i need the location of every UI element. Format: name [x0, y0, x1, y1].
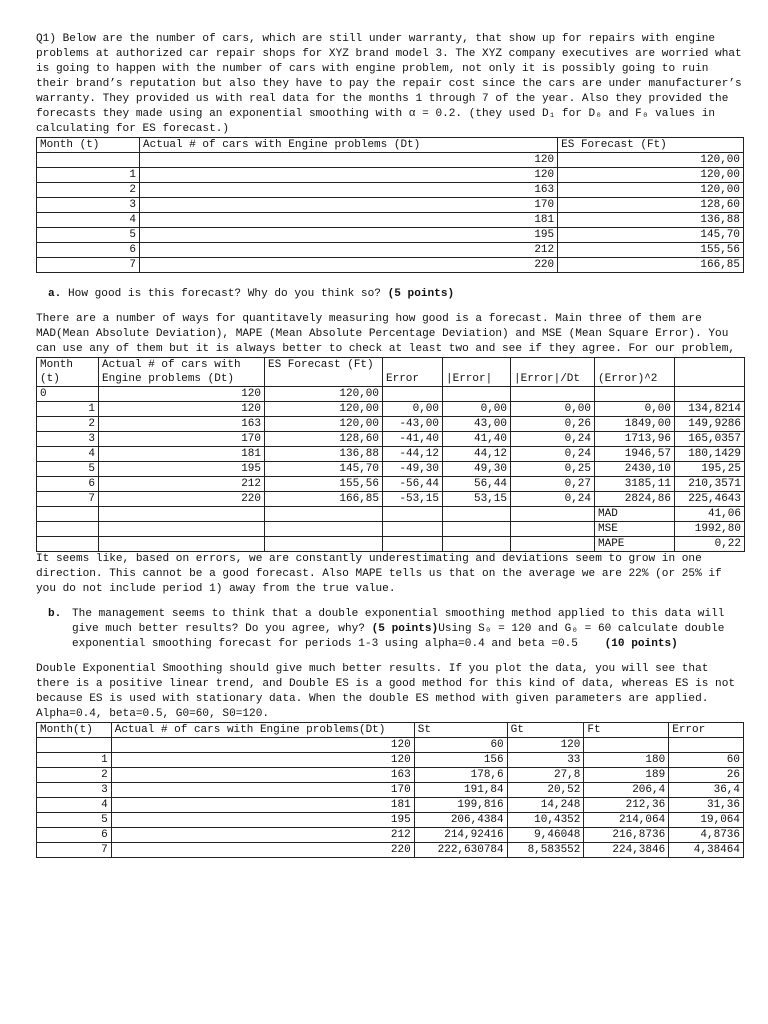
error-analysis-table — [36, 357, 745, 552]
table-cell — [511, 387, 595, 402]
table-row — [37, 153, 744, 168]
table-cell — [37, 153, 140, 168]
table-cell: 180,1429 — [675, 447, 745, 462]
table-cell: 5 — [37, 462, 99, 477]
table-row — [37, 198, 744, 213]
table-cell: 216,8736 — [584, 828, 669, 843]
table-cell: 1 — [37, 168, 140, 183]
empty-cell — [511, 537, 595, 552]
col-header-error: Error — [669, 723, 744, 738]
table-cell: 0,24 — [511, 447, 595, 462]
empty-cell — [99, 507, 265, 522]
table-row — [37, 432, 745, 447]
table-cell: 19,064 — [669, 813, 744, 828]
table-cell — [595, 387, 675, 402]
empty-cell — [443, 522, 511, 537]
table-cell: 212 — [99, 477, 265, 492]
empty-cell — [443, 507, 511, 522]
empty-cell — [265, 537, 383, 552]
summary-row — [37, 507, 745, 522]
table-row — [37, 783, 744, 798]
error-analysis-table-body — [37, 387, 745, 552]
table-row — [37, 387, 745, 402]
table-cell: 120,00 — [558, 168, 744, 183]
table-cell: 2824,86 — [595, 492, 675, 507]
part-a-answer: There are a number of ways for quantitavely measuring how good is a forecast. Main three of them are MAD(Mean Absolute Deviation), MAPE (Mean Absolute Percentage Deviation) and MSE (Mean Square Error). You can use any of them but it is always better to check at least two and see if they agree. For our problem, — [36, 313, 736, 355]
table-cell: 4,38464 — [669, 843, 744, 858]
table-row — [37, 402, 745, 417]
table-cell: 181 — [140, 213, 558, 228]
table-row — [37, 753, 744, 768]
table-cell: 222,630784 — [414, 843, 507, 858]
col-header-abs-error: |Error| — [443, 358, 511, 387]
table-cell: 0,00 — [443, 402, 511, 417]
empty-cell — [443, 537, 511, 552]
table-cell: 6 — [37, 477, 99, 492]
table-cell — [675, 387, 745, 402]
empty-cell — [99, 537, 265, 552]
table-cell: 224,3846 — [584, 843, 669, 858]
table-cell — [669, 738, 744, 753]
col-header-st: St — [414, 723, 507, 738]
empty-cell — [99, 522, 265, 537]
table-cell: 5 — [37, 813, 112, 828]
table-cell: 27,8 — [507, 768, 584, 783]
table-cell: 155,56 — [558, 243, 744, 258]
table-cell: 181 — [99, 447, 265, 462]
table-cell: 120,00 — [265, 417, 383, 432]
table-row — [37, 477, 745, 492]
table-cell: 0,00 — [511, 402, 595, 417]
empty-cell — [383, 537, 443, 552]
summary-value: 0,22 — [675, 537, 745, 552]
table-cell: 120,00 — [265, 387, 383, 402]
table-cell: 0,00 — [383, 402, 443, 417]
col-header-error: Error — [383, 358, 443, 387]
table-cell: 120 — [140, 153, 558, 168]
table-cell: 128,60 — [558, 198, 744, 213]
empty-cell — [37, 537, 99, 552]
table-cell: 195 — [99, 462, 265, 477]
table-cell: -56,44 — [383, 477, 443, 492]
document-page — [36, 32, 744, 858]
table-cell: 49,30 — [443, 462, 511, 477]
table-row — [37, 768, 744, 783]
table-cell: 166,85 — [558, 258, 744, 273]
table-cell: 36,4 — [669, 783, 744, 798]
table-cell: 155,56 — [265, 477, 383, 492]
table-cell: 170 — [99, 432, 265, 447]
table-cell: 41,40 — [443, 432, 511, 447]
col-header-error-sq: (Error)^2 — [595, 358, 675, 387]
table-cell: 212,36 — [584, 798, 669, 813]
table-row — [37, 738, 744, 753]
summary-label: MSE — [595, 522, 675, 537]
table-cell: -43,00 — [383, 417, 443, 432]
table-cell: 191,84 — [414, 783, 507, 798]
table-row — [37, 168, 744, 183]
table-cell: 120 — [111, 753, 414, 768]
table-cell: 1 — [37, 402, 99, 417]
part-b-question: b. The management seems to think that a double exponential smoothing method applied to this data will give much better results? Do you agree, why? (5 points)Using S₀ = 120 and G₀ = 60 calculate double exponential smoothing forecast for periods 1-3 using alpha=0.4 and beta =0.5 (10 points) — [48, 608, 725, 650]
table-cell: 7 — [37, 258, 140, 273]
col-header-actual: Actual # of cars with Engine problems (Dt) — [140, 138, 558, 153]
table-cell: 165,0357 — [675, 432, 745, 447]
empty-cell — [511, 522, 595, 537]
table-cell: 8,583552 — [507, 843, 584, 858]
table-cell: 14,248 — [507, 798, 584, 813]
col-header-forecast: ES Forecast (Ft) — [558, 138, 744, 153]
summary-row — [37, 537, 745, 552]
table-row — [37, 228, 744, 243]
table-cell: 2430,10 — [595, 462, 675, 477]
summary-value: 1992,80 — [675, 522, 745, 537]
table-cell: 206,4 — [584, 783, 669, 798]
empty-cell — [37, 522, 99, 537]
table-row — [37, 798, 744, 813]
table-row — [37, 243, 744, 258]
summary-label: MAD — [595, 507, 675, 522]
table-cell: -49,30 — [383, 462, 443, 477]
part-a-conclusion: It seems like, based on errors, we are constantly underestimating and deviations seem to grow in one direction. This cannot be a good forecast. Also MAPE tells us that on the average we are 22% (or 25% if you do not include period 1) away from the true value. — [36, 553, 722, 595]
table-cell: 0,27 — [511, 477, 595, 492]
empty-cell — [265, 522, 383, 537]
table-cell: 1946,57 — [595, 447, 675, 462]
table-cell: 6 — [37, 828, 112, 843]
table-cell: 0,00 — [595, 402, 675, 417]
table-cell: 199,816 — [414, 798, 507, 813]
table-cell: 0,25 — [511, 462, 595, 477]
table-cell: 9,46048 — [507, 828, 584, 843]
table-cell: 163 — [111, 768, 414, 783]
table-cell: 6 — [37, 243, 140, 258]
table-cell: 166,85 — [265, 492, 383, 507]
table-cell: 33 — [507, 753, 584, 768]
table-cell: 0,26 — [511, 417, 595, 432]
col-header-ft: Ft — [584, 723, 669, 738]
col-header-month: Month (t) — [37, 138, 140, 153]
intro-paragraph: Q1) Below are the number of cars, which are still under warranty, that show up for repairs with engine problems at authorized car repair shops for XYZ brand model 3. The XYZ company executives are worried what is going to happen with the number of cars with engine problem, not only it is possibly going to ruin their brand’s reputation but also they have to pay the repair cost since the cars are under manufacturer’s warranty. They provided us with real data for the months 1 through 7 of the year. Also they provided the forecasts they made using an exponential smoothing with α = 0.2. (they used D₁ for D₀ and F₀ values in calculating for ES forecast.) — [36, 33, 742, 135]
table-cell — [584, 738, 669, 753]
table-cell: 214,92416 — [414, 828, 507, 843]
col-header-abs-error-dt: |Error|/Dt — [511, 358, 595, 387]
table-cell: 136,88 — [558, 213, 744, 228]
table-cell: 2 — [37, 768, 112, 783]
table-row — [37, 417, 745, 432]
table-cell: 20,52 — [507, 783, 584, 798]
table-cell: -41,40 — [383, 432, 443, 447]
table-cell: 26 — [669, 768, 744, 783]
table-cell: 120 — [99, 387, 265, 402]
table-row — [37, 213, 744, 228]
table-cell: 120 — [140, 168, 558, 183]
summary-row — [37, 522, 745, 537]
double-es-table-body — [37, 738, 744, 858]
table-row — [37, 828, 744, 843]
table-cell: 195 — [111, 813, 414, 828]
col-header-gt: Gt — [507, 723, 584, 738]
table-cell: 136,88 — [265, 447, 383, 462]
table-cell: 60 — [669, 753, 744, 768]
table-cell — [37, 738, 112, 753]
table-header-row — [37, 723, 744, 738]
table-cell: 44,12 — [443, 447, 511, 462]
table-cell: 3 — [37, 783, 112, 798]
table-cell: 145,70 — [558, 228, 744, 243]
empty-cell — [383, 522, 443, 537]
table-cell: 31,36 — [669, 798, 744, 813]
table-cell: 178,6 — [414, 768, 507, 783]
table-row — [37, 447, 745, 462]
col-header-actual: Actual # of cars with Engine problems (Dt) — [99, 358, 265, 387]
es-forecast-table — [36, 137, 744, 273]
double-es-table — [36, 722, 744, 858]
table-cell: 0,24 — [511, 432, 595, 447]
table-cell: 212 — [111, 828, 414, 843]
table-cell: 149,9286 — [675, 417, 745, 432]
summary-value: 41,06 — [675, 507, 745, 522]
table-row — [37, 183, 744, 198]
table-cell: 2 — [37, 417, 99, 432]
table-cell: 10,4352 — [507, 813, 584, 828]
table-cell: 120,00 — [558, 153, 744, 168]
table-cell: 180 — [584, 753, 669, 768]
col-header-actual: Actual # of cars with Engine problems(Dt) — [111, 723, 414, 738]
table-cell: 189 — [584, 768, 669, 783]
table-cell: 220 — [99, 492, 265, 507]
table-cell: 170 — [111, 783, 414, 798]
table-cell: 1713,96 — [595, 432, 675, 447]
col-header-month: Month(t) — [37, 723, 112, 738]
table-cell: 120 — [99, 402, 265, 417]
table-cell: 145,70 — [265, 462, 383, 477]
empty-cell — [37, 507, 99, 522]
table-header-row — [37, 138, 744, 153]
table-cell: -44,12 — [383, 447, 443, 462]
table-cell: 156 — [414, 753, 507, 768]
table-cell: 214,064 — [584, 813, 669, 828]
table-cell: 195,25 — [675, 462, 745, 477]
table-cell: 56,44 — [443, 477, 511, 492]
table-cell — [443, 387, 511, 402]
table-cell — [383, 387, 443, 402]
table-cell: 1 — [37, 753, 112, 768]
table-cell: 220 — [140, 258, 558, 273]
table-cell: 60 — [414, 738, 507, 753]
part-a-question: a. How good is this forecast? Why do you think so? (5 points) — [48, 288, 455, 300]
table-cell: 4,8736 — [669, 828, 744, 843]
table-row — [37, 462, 745, 477]
col-header-forecast: ES Forecast (Ft) — [265, 358, 383, 387]
table-cell: 128,60 — [265, 432, 383, 447]
table-cell: 163 — [99, 417, 265, 432]
table-cell: 3185,11 — [595, 477, 675, 492]
empty-cell — [265, 507, 383, 522]
table-cell: 225,4643 — [675, 492, 745, 507]
table-cell: 1849,00 — [595, 417, 675, 432]
table-cell: 3 — [37, 432, 99, 447]
table-cell: 212 — [140, 243, 558, 258]
table-cell: 4 — [37, 447, 99, 462]
table-cell: 53,15 — [443, 492, 511, 507]
table-cell: 195 — [140, 228, 558, 243]
table-row — [37, 843, 744, 858]
table-cell: 120,00 — [558, 183, 744, 198]
table-cell: 2 — [37, 183, 140, 198]
table-cell: 4 — [37, 798, 112, 813]
table-cell: 210,3571 — [675, 477, 745, 492]
table-cell: 181 — [111, 798, 414, 813]
part-b-answer: Double Exponential Smoothing should give much better results. If you plot the data, you will see that there is a positive linear trend, and Double ES is a good method for this kind of data, whereas ES is not because ES is used with stationary data. When the double ES method with given parameters are applied. Alpha=0.4, beta=0.5, G0=60, S0=120. — [36, 663, 736, 720]
table-cell: 120 — [111, 738, 414, 753]
table-row — [37, 813, 744, 828]
table-cell: 134,8214 — [675, 402, 745, 417]
table-header-row — [37, 358, 745, 387]
table-cell: 170 — [140, 198, 558, 213]
table-cell: 5 — [37, 228, 140, 243]
table-cell: 3 — [37, 198, 140, 213]
table-cell: 43,00 — [443, 417, 511, 432]
table-cell: 7 — [37, 843, 112, 858]
table-cell: 120 — [507, 738, 584, 753]
table-cell: 220 — [111, 843, 414, 858]
summary-label: MAPE — [595, 537, 675, 552]
col-header-extra — [675, 358, 745, 387]
empty-cell — [511, 507, 595, 522]
empty-cell — [383, 507, 443, 522]
es-forecast-table-body — [37, 153, 744, 273]
table-cell: 7 — [37, 492, 99, 507]
col-header-month: Month (t) — [37, 358, 99, 387]
table-row — [37, 258, 744, 273]
table-cell: 206,4384 — [414, 813, 507, 828]
table-row — [37, 492, 745, 507]
table-cell: 0,24 — [511, 492, 595, 507]
table-cell: 163 — [140, 183, 558, 198]
table-cell: 0 — [37, 387, 99, 402]
table-cell: 4 — [37, 213, 140, 228]
table-cell: 120,00 — [265, 402, 383, 417]
table-cell: -53,15 — [383, 492, 443, 507]
